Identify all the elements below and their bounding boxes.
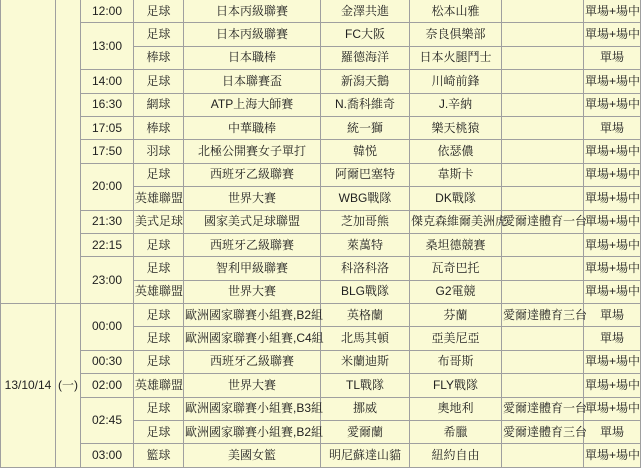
- channel-cell: [502, 46, 584, 69]
- league-cell: 北極公開賽女子單打: [184, 140, 321, 163]
- bet-type-cell: 單場+場中: [584, 257, 641, 280]
- time-cell: 03:00: [81, 444, 134, 467]
- home-team-cell: FC大阪: [321, 23, 410, 46]
- bet-type-cell: 單場+場中: [584, 163, 641, 186]
- bet-type-cell: 單場+場中: [584, 210, 641, 233]
- away-team-cell: 樂天桃猿: [410, 116, 502, 139]
- schedule-row-15: [1, 350, 641, 373]
- home-team-cell: BLG戰隊: [321, 280, 410, 303]
- channel-cell: 愛爾達體育一台: [502, 397, 584, 420]
- home-team-cell: 金澤共進: [321, 0, 410, 23]
- league-cell: 美國女籃: [184, 444, 321, 467]
- home-team-cell: 芝加哥熊: [321, 210, 410, 233]
- channel-cell: [502, 93, 584, 116]
- league-cell: 歐洲國家聯賽小組賽,B2組: [184, 304, 321, 327]
- home-team-cell: 明尼蘇達山貓: [321, 444, 410, 467]
- sport-cell: 棒球: [134, 116, 184, 139]
- away-team-cell: 希臘: [410, 421, 502, 444]
- away-team-cell: 韋斯卡: [410, 163, 502, 186]
- sport-cell: 英雄聯盟: [134, 280, 184, 303]
- bet-type-cell: 單場+場中: [584, 70, 641, 93]
- league-cell: 歐洲國家聯賽小組賽,B3組: [184, 397, 321, 420]
- away-team-cell: 瓦奇巴托: [410, 257, 502, 280]
- channel-cell: 愛爾達體育三台: [502, 304, 584, 327]
- sport-cell: 足球: [134, 233, 184, 256]
- schedule-row-1: [1, 23, 641, 46]
- away-team-cell: 日本火腿鬥士: [410, 46, 502, 69]
- time-cell: 17:50: [81, 140, 134, 163]
- home-team-cell: WBG戰隊: [321, 187, 410, 210]
- schedule-row-10: [1, 233, 641, 256]
- bet-type-cell: 單場+場中: [584, 23, 641, 46]
- sport-cell: 足球: [134, 397, 184, 420]
- league-cell: 世界大賽: [184, 187, 321, 210]
- away-team-cell: 紐約自由: [410, 444, 502, 467]
- bet-type-cell: 單場+場中: [584, 187, 641, 210]
- bet-type-cell: 單場+場中: [584, 0, 641, 23]
- sport-cell: 籃球: [134, 444, 184, 467]
- date-cell: 13/10/14: [1, 304, 56, 468]
- bet-type-cell: 單場+場中: [584, 280, 641, 303]
- sport-cell: 足球: [134, 327, 184, 350]
- time-cell: 21:30: [81, 210, 134, 233]
- sport-cell: 足球: [134, 304, 184, 327]
- weekday-cell: (一): [56, 304, 81, 468]
- home-team-cell: N.喬科維奇: [321, 93, 410, 116]
- home-team-cell: 羅德海洋: [321, 46, 410, 69]
- away-team-cell: 布哥斯: [410, 350, 502, 373]
- home-team-cell: 科洛科洛: [321, 257, 410, 280]
- sport-cell: 美式足球: [134, 210, 184, 233]
- time-cell: 14:00: [81, 70, 134, 93]
- home-team-cell: 統一獅: [321, 116, 410, 139]
- league-cell: 世界大賽: [184, 280, 321, 303]
- time-cell: 17:05: [81, 116, 134, 139]
- home-team-cell: 挪威: [321, 397, 410, 420]
- home-team-cell: 阿爾巴塞特: [321, 163, 410, 186]
- schedule-row-7: [1, 163, 641, 186]
- sport-cell: 足球: [134, 23, 184, 46]
- league-cell: 智利甲級聯賽: [184, 257, 321, 280]
- league-cell: 西班牙乙級聯賽: [184, 350, 321, 373]
- channel-cell: [502, 140, 584, 163]
- sport-cell: 棒球: [134, 46, 184, 69]
- home-team-cell: 北馬其頓: [321, 327, 410, 350]
- home-team-cell: 韓悦: [321, 140, 410, 163]
- league-cell: 國家美式足球聯盟: [184, 210, 321, 233]
- schedule-row-6: [1, 140, 641, 163]
- channel-cell: [502, 257, 584, 280]
- sport-cell: 足球: [134, 0, 184, 23]
- league-cell: 日本丙級聯賽: [184, 23, 321, 46]
- schedule-row-3: [1, 70, 641, 93]
- bet-type-cell: 單場+場中: [584, 374, 641, 397]
- away-team-cell: G2電競: [410, 280, 502, 303]
- away-team-cell: 奈良俱樂部: [410, 23, 502, 46]
- sport-cell: 網球: [134, 93, 184, 116]
- weekday-cell: [56, 0, 81, 304]
- bet-type-cell: 單場+場中: [584, 93, 641, 116]
- channel-cell: 愛爾達體育三台: [502, 421, 584, 444]
- bet-type-cell: 單場: [584, 327, 641, 350]
- channel-cell: [502, 23, 584, 46]
- league-cell: 歐洲國家聯賽小組賽,B2組: [184, 421, 321, 444]
- away-team-cell: FLY戰隊: [410, 374, 502, 397]
- schedule-row-13: [1, 304, 641, 327]
- channel-cell: [502, 116, 584, 139]
- sport-cell: 足球: [134, 350, 184, 373]
- home-team-cell: 英格蘭: [321, 304, 410, 327]
- league-cell: 日本職棒: [184, 46, 321, 69]
- away-team-cell: 奧地利: [410, 397, 502, 420]
- home-team-cell: 愛爾蘭: [321, 421, 410, 444]
- bet-type-cell: 單場: [584, 46, 641, 69]
- time-cell: 12:00: [81, 0, 134, 23]
- channel-cell: 愛爾達體育一台: [502, 210, 584, 233]
- league-cell: 中華職棒: [184, 116, 321, 139]
- sport-cell: 足球: [134, 70, 184, 93]
- home-team-cell: 米蘭迪斯: [321, 350, 410, 373]
- schedule-row-11: [1, 257, 641, 280]
- time-cell: 02:45: [81, 397, 134, 444]
- date-cell: [1, 0, 56, 304]
- channel-cell: [502, 233, 584, 256]
- away-team-cell: DK戰隊: [410, 187, 502, 210]
- channel-cell: [502, 280, 584, 303]
- away-team-cell: 松本山雅: [410, 0, 502, 23]
- channel-cell: [502, 374, 584, 397]
- schedule-row-5: [1, 116, 641, 139]
- time-cell: 02:00: [81, 374, 134, 397]
- channel-cell: [502, 350, 584, 373]
- away-team-cell: 依瑟儂: [410, 140, 502, 163]
- league-cell: 日本丙級聯賽: [184, 0, 321, 23]
- bet-type-cell: 單場: [584, 116, 641, 139]
- home-team-cell: TL戰隊: [321, 374, 410, 397]
- schedule-row-9: [1, 210, 641, 233]
- league-cell: 西班牙乙級聯賽: [184, 163, 321, 186]
- bet-type-cell: 單場+場中: [584, 233, 641, 256]
- time-cell: 00:30: [81, 350, 134, 373]
- schedule-row-19: [1, 444, 641, 467]
- sport-cell: 足球: [134, 257, 184, 280]
- away-team-cell: 芬蘭: [410, 304, 502, 327]
- sport-cell: 羽球: [134, 140, 184, 163]
- channel-cell: [502, 187, 584, 210]
- channel-cell: [502, 444, 584, 467]
- league-cell: 世界大賽: [184, 374, 321, 397]
- time-cell: 16:30: [81, 93, 134, 116]
- sport-cell: 英雄聯盟: [134, 187, 184, 210]
- sport-cell: 足球: [134, 163, 184, 186]
- sport-cell: 足球: [134, 421, 184, 444]
- schedule-row-4: [1, 93, 641, 116]
- bet-type-cell: 單場+場中: [584, 397, 641, 420]
- league-cell: 西班牙乙級聯賽: [184, 233, 321, 256]
- time-cell: 13:00: [81, 23, 134, 70]
- league-cell: 歐洲國家聯賽小組賽,C4組: [184, 327, 321, 350]
- bet-type-cell: 單場: [584, 304, 641, 327]
- time-cell: 20:00: [81, 163, 134, 210]
- channel-cell: [502, 0, 584, 23]
- schedule-row-0: [1, 0, 641, 23]
- away-team-cell: J.辛納: [410, 93, 502, 116]
- time-cell: 00:00: [81, 304, 134, 351]
- bet-type-cell: 單場+場中: [584, 444, 641, 467]
- channel-cell: [502, 163, 584, 186]
- home-team-cell: 萊萬特: [321, 233, 410, 256]
- schedule-row-16: [1, 374, 641, 397]
- away-team-cell: 桑坦德競賽: [410, 233, 502, 256]
- channel-cell: [502, 70, 584, 93]
- schedule-row-17: [1, 397, 641, 420]
- bet-type-cell: 單場+場中: [584, 140, 641, 163]
- away-team-cell: 亞美尼亞: [410, 327, 502, 350]
- away-team-cell: 川崎前鋒: [410, 70, 502, 93]
- sport-cell: 英雄聯盟: [134, 374, 184, 397]
- bet-type-cell: 單場: [584, 421, 641, 444]
- time-cell: 22:15: [81, 233, 134, 256]
- channel-cell: [502, 327, 584, 350]
- league-cell: ATP上海大師賽: [184, 93, 321, 116]
- bet-type-cell: 單場+場中: [584, 350, 641, 373]
- home-team-cell: 新潟天鵝: [321, 70, 410, 93]
- time-cell: 23:00: [81, 257, 134, 304]
- away-team-cell: 傑克森維爾美洲虎: [410, 210, 502, 233]
- league-cell: 日本聯賽盃: [184, 70, 321, 93]
